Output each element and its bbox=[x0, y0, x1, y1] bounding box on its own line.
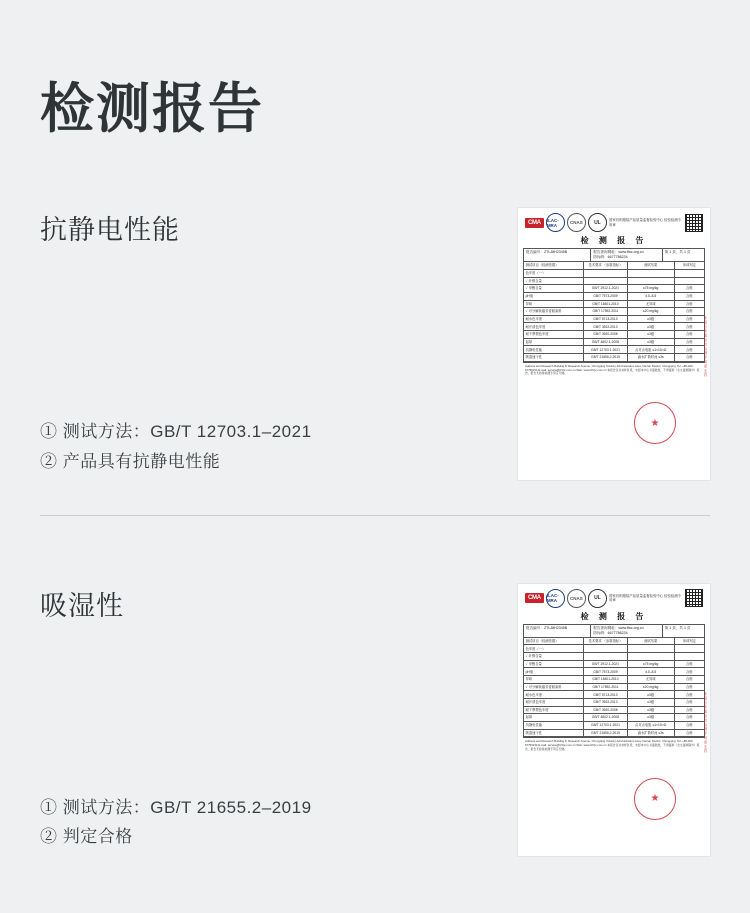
table-row bbox=[524, 300, 705, 308]
cell-req: GB/T 17592-2011 bbox=[584, 683, 628, 691]
anti-fake-value: 6677786234 bbox=[607, 255, 628, 260]
certificate-image[interactable] bbox=[518, 208, 710, 480]
cell-req: GB/T 17592-2011 bbox=[584, 308, 628, 316]
stamp-star-icon: ★ bbox=[650, 793, 660, 805]
certificate-title: 检 测 报 告 bbox=[580, 611, 648, 621]
cell-item: 吸湿速干性 bbox=[524, 729, 584, 737]
cell-res bbox=[627, 277, 674, 285]
cell-judge bbox=[674, 645, 704, 653]
ul-logo-icon: UL bbox=[588, 213, 607, 232]
table-row bbox=[524, 706, 705, 714]
report-no-label: 报告编号： bbox=[526, 250, 544, 255]
table-row bbox=[524, 269, 705, 277]
cell-res bbox=[627, 645, 674, 653]
cell-req bbox=[584, 277, 628, 285]
table-header-row bbox=[524, 262, 705, 270]
cell-judge: 合格 bbox=[674, 354, 704, 362]
cell-item: 耐汗渍色牢度 bbox=[524, 698, 584, 706]
report-url-label: 报告查询网址： bbox=[593, 250, 619, 255]
page-count: 第 1 页，共 1 页 bbox=[664, 250, 691, 255]
cell-req bbox=[584, 653, 628, 661]
cell-item: ✓ 可分解致癌芳香胺染料 bbox=[524, 683, 584, 691]
table-row bbox=[524, 653, 705, 661]
cell-res: ≤75 mg/kg bbox=[627, 660, 674, 668]
cell-judge bbox=[674, 277, 704, 285]
cell-res: ≤20 mg/kg bbox=[627, 308, 674, 316]
table-row bbox=[524, 285, 705, 293]
note-line: ① 测试方法：GB/T 21655.2–2019 bbox=[40, 797, 312, 817]
cell-judge bbox=[674, 653, 704, 661]
cell-res: ≥3级 bbox=[627, 714, 674, 722]
report-no-value: ZTLJ8H2345B bbox=[543, 625, 568, 630]
cell-res: 滴水扩散时间 ≤3s bbox=[627, 729, 674, 737]
table-row bbox=[524, 683, 705, 691]
cell-judge bbox=[674, 269, 704, 277]
section-moisture bbox=[40, 584, 710, 853]
table-row bbox=[524, 698, 705, 706]
cell-res: 无异味 bbox=[627, 676, 674, 684]
certificate-image[interactable] bbox=[518, 584, 710, 856]
cell-req: GB/T 4802.1-2008 bbox=[584, 338, 628, 346]
table-row bbox=[524, 676, 705, 684]
cell-res: ≤75 mg/kg bbox=[627, 285, 674, 293]
cell-req: GB/T 2912.1-2021 bbox=[584, 660, 628, 668]
cell-res: ≥3级 bbox=[627, 691, 674, 699]
cell-res: ≥3级 bbox=[627, 315, 674, 323]
cell-judge: 合格 bbox=[674, 668, 704, 676]
cell-res: ≥3级 bbox=[627, 698, 674, 706]
col-test-item: 测试项目（检测依据） bbox=[524, 637, 584, 645]
cell-item: 色牢度（一） bbox=[524, 645, 584, 653]
cell-req: GB/T 18401-2010 bbox=[584, 676, 628, 684]
certificate-header-row bbox=[523, 248, 705, 261]
section-divider bbox=[40, 515, 710, 516]
cell-res bbox=[627, 653, 674, 661]
cell-item: 抗静电性能 bbox=[524, 346, 584, 354]
cell-res: ≤20 mg/kg bbox=[627, 683, 674, 691]
cell-res: 点对点电阻 ≤1×10¹¹Ω bbox=[627, 721, 674, 729]
cma-logo-icon: CMA bbox=[525, 593, 544, 603]
report-no-value: ZTLJ8H2345B bbox=[543, 250, 568, 255]
section-heading: 吸湿性 bbox=[40, 590, 124, 621]
cell-res: 4.0–8.5 bbox=[627, 292, 674, 300]
cell-res: ≥3级 bbox=[627, 706, 674, 714]
cell-req: GB/T 21655.2-2019 bbox=[584, 354, 628, 362]
cell-req: GB/T 2912.1-2021 bbox=[584, 285, 628, 293]
cell-item: ✓ 纤维含量 bbox=[524, 653, 584, 661]
report-url-value: www.ftsc.org.cn bbox=[618, 250, 644, 255]
cell-item: 抗静电性能 bbox=[524, 721, 584, 729]
section-heading: 抗静电性能 bbox=[40, 215, 180, 246]
table-row bbox=[524, 323, 705, 331]
cell-res: 4.0–8.5 bbox=[627, 668, 674, 676]
cell-req: GB/T 5713-2013 bbox=[584, 315, 628, 323]
cell-res: 无异味 bbox=[627, 300, 674, 308]
cell-req: GB/T 18401-2010 bbox=[584, 300, 628, 308]
cell-item: 耐干摩擦色牢度 bbox=[524, 706, 584, 714]
certificate-title: 检 测 报 告 bbox=[580, 236, 648, 246]
cell-item: 耐水色牢度 bbox=[524, 691, 584, 699]
cell-req bbox=[584, 269, 628, 277]
cell-judge: 合格 bbox=[674, 714, 704, 722]
table-row bbox=[524, 292, 705, 300]
section-antistatic bbox=[40, 208, 710, 516]
cell-judge: 合格 bbox=[674, 285, 704, 293]
table-row bbox=[524, 645, 705, 653]
col-requirement: 技术要求 （参数指标） bbox=[584, 262, 628, 270]
table-row bbox=[524, 721, 705, 729]
cell-item: 吸湿速干性 bbox=[524, 354, 584, 362]
cell-req: GB/T 3922-2013 bbox=[584, 698, 628, 706]
table-row bbox=[524, 346, 705, 354]
cell-item: 色牢度（一） bbox=[524, 269, 584, 277]
table-row bbox=[524, 729, 705, 737]
cell-item: 异味 bbox=[524, 676, 584, 684]
table-header-row bbox=[524, 637, 705, 645]
col-test-item: 测试项目（检测依据） bbox=[524, 262, 584, 270]
cell-item: 起球 bbox=[524, 338, 584, 346]
table-row bbox=[524, 331, 705, 339]
col-result: 测试结果 bbox=[627, 637, 674, 645]
table-row bbox=[524, 308, 705, 316]
cell-item: 异味 bbox=[524, 300, 584, 308]
cell-judge: 合格 bbox=[674, 660, 704, 668]
col-judgement: 单项判定 bbox=[674, 262, 704, 270]
col-requirement: 技术要求 （参数指标） bbox=[584, 637, 628, 645]
cell-judge: 合格 bbox=[674, 338, 704, 346]
cell-req: GB/T 21655.2-2019 bbox=[584, 729, 628, 737]
official-stamp-icon bbox=[634, 402, 676, 444]
cell-req: GB/T 5713-2013 bbox=[584, 691, 628, 699]
cell-res: ≥3级 bbox=[627, 338, 674, 346]
cell-judge: 合格 bbox=[674, 315, 704, 323]
table-row bbox=[524, 277, 705, 285]
official-stamp-icon bbox=[634, 778, 676, 820]
cell-req: GB/T 12703.1-2021 bbox=[584, 721, 628, 729]
anti-fake-label: 防伪码： bbox=[593, 255, 608, 260]
col-judgement: 单项判定 bbox=[674, 637, 704, 645]
table-row bbox=[524, 354, 705, 362]
certificate-logo-row bbox=[523, 212, 705, 232]
cell-req: GB/T 7573-2009 bbox=[584, 292, 628, 300]
cell-item: 耐水色牢度 bbox=[524, 315, 584, 323]
ilac-mra-logo-icon: ILAC-MRA bbox=[546, 213, 565, 232]
table-row bbox=[524, 315, 705, 323]
cell-judge: 合格 bbox=[674, 300, 704, 308]
certificate-logo-row bbox=[523, 588, 705, 608]
cell-req: GB/T 12703.1-2021 bbox=[584, 346, 628, 354]
table-row bbox=[524, 338, 705, 346]
anti-fake-label: 防伪码： bbox=[593, 630, 608, 635]
cell-item: 起球 bbox=[524, 714, 584, 722]
qr-code-icon bbox=[685, 214, 703, 232]
cell-judge: 合格 bbox=[674, 292, 704, 300]
qr-code-icon bbox=[685, 589, 703, 607]
cell-req: GB/T 7573-2009 bbox=[584, 668, 628, 676]
table-row bbox=[524, 668, 705, 676]
cell-req: GB/T 3922-2013 bbox=[584, 323, 628, 331]
cell-judge: 合格 bbox=[674, 323, 704, 331]
ilac-mra-logo-icon: ILAC-MRA bbox=[546, 589, 565, 608]
cell-item: 耐汗渍色牢度 bbox=[524, 323, 584, 331]
report-no-label: 报告编号： bbox=[526, 625, 544, 630]
certificate-authority-note: 国家纺织服装产品质量监督检验中心 检验检测专用章 bbox=[608, 593, 682, 603]
cell-judge: 合格 bbox=[674, 683, 704, 691]
cell-item: pH值 bbox=[524, 292, 584, 300]
cnas-logo-icon: CNAS bbox=[567, 589, 586, 608]
note-line: ① 测试方法：GB/T 12703.1–2021 bbox=[40, 422, 312, 442]
report-url-label: 报告查询网址： bbox=[593, 625, 619, 630]
cell-judge: 合格 bbox=[674, 331, 704, 339]
page-title: 检测报告 bbox=[40, 79, 264, 139]
cell-judge: 合格 bbox=[674, 729, 704, 737]
cell-res bbox=[627, 269, 674, 277]
cell-req: GB/T 3920-2008 bbox=[584, 706, 628, 714]
cma-logo-icon: CMA bbox=[525, 218, 544, 228]
certificate-results-table bbox=[523, 261, 705, 362]
stamp-star-icon: ★ bbox=[650, 417, 660, 429]
certificate-header-row bbox=[523, 624, 705, 637]
cell-res: 点对点电阻 ≤1×10¹¹Ω bbox=[627, 346, 674, 354]
certificate-results-table bbox=[523, 637, 705, 738]
cell-judge: 合格 bbox=[674, 721, 704, 729]
certificate-side-note: 本报告未盖检验检测专用章无效 bbox=[703, 316, 707, 378]
cell-item: ✓ 可分解致癌芳香胺染料 bbox=[524, 308, 584, 316]
table-row bbox=[524, 714, 705, 722]
certificate-footer: Address and Research Building 8, Research Avenue, Chongqing Industry Administration Area, Nan'an District, Chongqing. Tel: +86-023-67756234 E-mail: service@fzfzjc.com.cn Web: www.fzfzjc.com.cn 本报告仅对来样负责，未经本中心书面批准，不得复制（全文复制除外）报告，报告无检验检测专用章无效。 bbox=[523, 737, 705, 751]
cell-judge: 合格 bbox=[674, 706, 704, 714]
anti-fake-value: 6677786234 bbox=[607, 630, 628, 635]
cell-res: 滴水扩散时间 ≤3s bbox=[627, 354, 674, 362]
cell-judge: 合格 bbox=[674, 676, 704, 684]
cell-res: ≥3级 bbox=[627, 331, 674, 339]
ul-logo-icon: UL bbox=[588, 589, 607, 608]
cell-item: ✓ 纤维含量 bbox=[524, 277, 584, 285]
certificate-side-note: 本报告未盖检验检测专用章无效 bbox=[703, 691, 707, 754]
table-row bbox=[524, 691, 705, 699]
cell-item: pH值 bbox=[524, 668, 584, 676]
col-result: 测试结果 bbox=[627, 262, 674, 270]
cell-req: GB/T 3920-2008 bbox=[584, 331, 628, 339]
cell-judge: 合格 bbox=[674, 698, 704, 706]
cell-judge: 合格 bbox=[674, 691, 704, 699]
cell-judge: 合格 bbox=[674, 346, 704, 354]
cell-item: ✓ 甲醛含量 bbox=[524, 285, 584, 293]
cell-req bbox=[584, 645, 628, 653]
certificate-authority-note: 国家纺织服装产品质量监督检验中心 检验检测专用章 bbox=[608, 218, 682, 227]
cell-req: GB/T 4802.1-2008 bbox=[584, 714, 628, 722]
cell-judge: 合格 bbox=[674, 308, 704, 316]
cell-item: ✓ 甲醛含量 bbox=[524, 660, 584, 668]
cnas-logo-icon: CNAS bbox=[567, 213, 586, 232]
note-line: ② 判定合格 bbox=[40, 827, 133, 847]
cell-res: ≥3级 bbox=[627, 323, 674, 331]
table-row bbox=[524, 660, 705, 668]
certificate-footer: Address and Research Building 8, Research Avenue, Chongqing Industry Administration Area, Nan'an District, Chongqing. Tel: +86-023-67756234 E-mail: service@fzfzjc.com.cn Web: www.fzfzjc.com.cn 本报告仅对来样负责，未经本中心书面批准，不得复制（全文复制除外）报告，报告无检验检测专用章无效。 bbox=[523, 362, 705, 376]
report-url-value: www.ftsc.org.cn bbox=[618, 625, 644, 630]
page-count: 第 1 页，共 1 页 bbox=[664, 625, 691, 630]
note-line: ② 产品具有抗静电性能 bbox=[40, 451, 221, 471]
cell-item: 耐干摩擦色牢度 bbox=[524, 331, 584, 339]
